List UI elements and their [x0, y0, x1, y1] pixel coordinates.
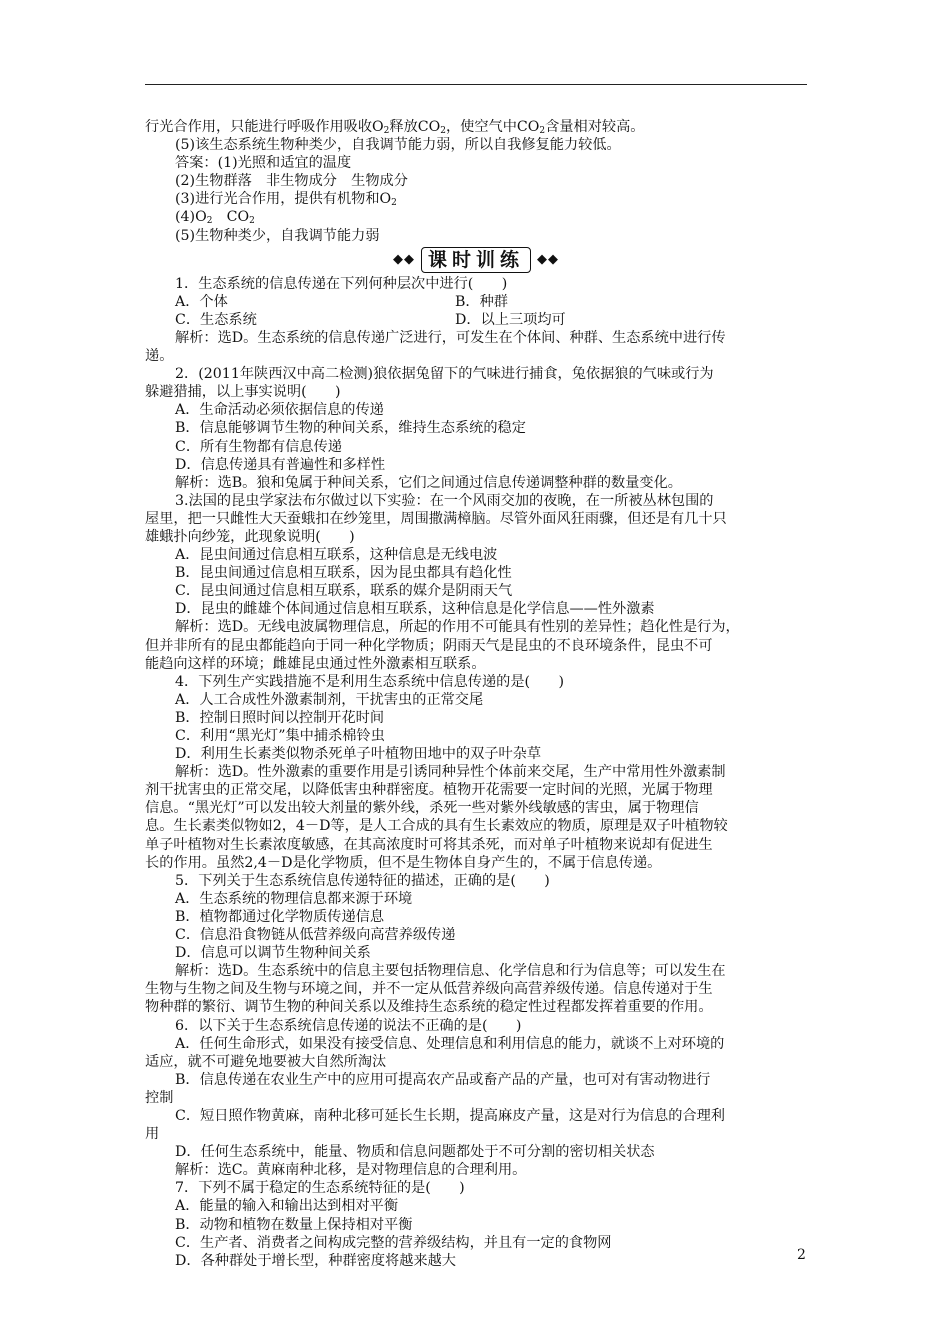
q3-analysis-cont: 能趋向这样的环境；雌雄昆虫通过性外激素相互联系。: [145, 655, 486, 672]
q7-option-a: A．能量的输入和输出达到相对平衡: [175, 1198, 399, 1215]
answer-3: (3)进行光合作用，提供有机物和$O_2$: [175, 191, 397, 209]
prev-line-2: (5)该生态系统生物种类少，自我调节能力弱，所以自我修复能力较低。: [175, 137, 621, 154]
answer-4: $(4)O_2$ $CO_2$: [175, 209, 255, 227]
q4-stem: 4．下列生产实践措施不是利用生态系统中信息传递的是( ): [175, 673, 564, 690]
header-rule: [145, 84, 807, 85]
q4-option-a: A．人工合成性外激素制剂，干扰害虫的正常交尾: [175, 691, 484, 708]
page-number: 2: [797, 1247, 806, 1263]
q3-option-d: D．昆虫的雌雄个体间通过信息相互联系，这种信息是化学信息——性外激素: [175, 601, 655, 618]
q6-option-d: D．任何生态系统中，能量、物质和信息问题都处于不可分割的密切相关状态: [175, 1144, 655, 1161]
q2-stem-cont: 躲避猎捕，以上事实说明( ): [145, 384, 341, 401]
q5-stem: 5．下列关于生态系统信息传递特征的描述，正确的是( ): [175, 872, 550, 889]
q6-option-c-cont: 用: [145, 1126, 160, 1143]
q1-options-ab: [145, 293, 807, 311]
q2-option-a: A．生命活动必须依据信息的传递: [175, 402, 384, 419]
section-title: 课时训练: [421, 247, 531, 273]
q6-option-a-cont: 适应，就不可避免地要被大自然所淘汰: [145, 1053, 387, 1070]
q2-option-c: C．所有生物都有信息传递: [175, 438, 342, 455]
q4-option-d: D．利用生长素类似物杀死单子叶植物田地中的双子叶杂草: [175, 746, 542, 763]
answer-heading: 答案：(1)光照和适宜的温度: [175, 155, 352, 172]
q2-analysis: 解析：选B。狼和兔属于种间关系，它们之间通过信息传递调整种群的数量变化。: [175, 474, 682, 491]
q6-option-b: B．信息传递在农业生产中的应用可提高农产品或畜产品的产量，也可对有害动物进行: [175, 1071, 711, 1088]
q3-option-b: B．昆虫间通过信息相互联系，因为昆虫都具有趋化性: [175, 565, 512, 582]
q5-option-b: B．植物都通过化学物质传递信息: [175, 908, 385, 925]
q1-analysis: 解析：选D。生态系统的信息传递广泛进行，可发生在个体间、种群、生态系统中进行传: [175, 329, 726, 346]
q1-option-b: B．种群: [455, 293, 508, 310]
q4-analysis-cont: 剂干扰害虫的正常交尾，以降低害虫种群密度。植物开花需要一定时间的光照，光属于物理: [145, 782, 713, 799]
q4-analysis-cont: 信息。“黑光灯”可以发出较大剂量的紫外线，杀死一些对紫外线敏感的害虫，属于物理信: [145, 800, 699, 817]
q7-stem: 7．下列不属于稳定的生态系统特征的是( ): [175, 1180, 465, 1197]
q3-stem: 3.法国的昆虫学家法布尔做过以下实验：在一个风雨交加的夜晚，在一所被丛林包围的: [175, 492, 714, 509]
q2-stem: 2．(2011年陕西汉中高二检测)狼依据兔留下的气味进行捕食，兔依据狼的气味或行为: [175, 366, 714, 383]
q3-option-c: C．昆虫间通过信息相互联系，联系的媒介是阴雨天气: [175, 583, 513, 600]
section-banner: [145, 245, 807, 275]
q5-analysis-cont: 生物与生物之间及生物与环境之间，并不一定从低营养级向高营养级传递。信息传递对于生: [145, 981, 713, 998]
prev-line-1: 行光合作用，只能进行呼吸作用吸收$O_2$释放$CO_2$，使空气中$CO_2$含量相对较高。: [145, 119, 645, 136]
q4-analysis-cont: 长的作用。虽然2,4－D是化学物质，但不是生物体自身产生的，不属于信息传递。: [145, 854, 662, 871]
q3-analysis-cont: 但并非所有的昆虫都能趋向于同一种化学物质；阴雨天气是昆虫的不良环境条件，昆虫不可: [145, 637, 713, 654]
q6-stem: 6．以下关于生态系统信息传递的说法不正确的是( ): [175, 1017, 522, 1034]
q6-option-c: C．短日照作物黄麻，南种北移可延长生长期，提高麻皮产量，这是对行为信息的合理利: [175, 1107, 725, 1124]
q1-option-c: C．生态系统: [175, 311, 257, 328]
answer-5: (5)生物种类少，自我调节能力弱: [175, 227, 380, 244]
q4-option-b: B．控制日照时间以控制开花时间: [175, 709, 385, 726]
q1-analysis-cont: 递。: [145, 348, 174, 365]
answer-2: (2)生物群落 非生物成分 生物成分: [175, 173, 408, 190]
q5-option-a: A．生态系统的物理信息都来源于环境: [175, 890, 413, 907]
diamond-ornament-right: ◆◆: [537, 252, 559, 268]
q7-option-b: B．动物和植物在数量上保持相对平衡: [175, 1216, 413, 1233]
diamond-ornament-left: ◆◆: [392, 252, 415, 268]
q1-option-d: D．以上三项均可: [455, 311, 566, 328]
q4-analysis: 解析：选D。性外激素的重要作用是引诱同种异性个体前来交尾，生产中常用性外激素制: [175, 764, 726, 781]
q1-stem: 1．生态系统的信息传递在下列何种层次中进行( ): [175, 275, 508, 292]
q2-option-b: B．信息能够调节生物的种间关系，维持生态系统的稳定: [175, 420, 526, 437]
q7-option-c: C．生产者、消费者之间构成完整的营养级结构，并且有一定的食物网: [175, 1234, 612, 1251]
q3-stem-cont: 屋里，把一只雌性大天蚕蛾扣在纱笼里，周围撒满樟脑。尽管外面风狂雨骤，但还是有几十只: [145, 510, 727, 527]
q5-option-d: D．信息可以调节生物种间关系: [175, 945, 371, 962]
q2-option-d: D．信息传递具有普遍性和多样性: [175, 456, 386, 473]
q3-option-a: A．昆虫间通过信息相互联系，这种信息是无线电波: [175, 547, 498, 564]
q5-option-c: C．信息沿食物链从低营养级向高营养级传递: [175, 927, 456, 944]
q4-analysis-cont: 息。生长素类似物如2，4－D等，是人工合成的具有生长素效应的物质，原理是双子叶植物较: [145, 818, 728, 835]
q6-option-a: A．任何生命形式，如果没有接受信息、处理信息和利用信息的能力，就谈不上对环境的: [175, 1035, 725, 1052]
q5-analysis-cont: 物种群的繁衍、调节生物的种间关系以及维持生态系统的稳定性过程都发挥着重要的作用。: [145, 999, 713, 1016]
q6-option-b-cont: 控制: [145, 1089, 174, 1106]
q1-options-cd: [145, 311, 807, 329]
document-body: [145, 118, 807, 1270]
q5-analysis: 解析：选D。生态系统中的信息主要包括物理信息、化学信息和行为信息等；可以发生在: [175, 963, 726, 980]
q7-option-d: D．各种群处于增长型，种群密度将越来越大: [175, 1252, 456, 1269]
q4-analysis-cont: 单子叶植物对生长素浓度敏感，在其高浓度时可将其杀死，而对单子叶植物来说却有促进生: [145, 836, 713, 853]
q3-stem-cont: 雄蛾扑向纱笼，此现象说明( ): [145, 528, 355, 545]
q6-analysis: 解析：选C。黄麻南种北移，是对物理信息的合理利用。: [175, 1162, 527, 1179]
q3-analysis: 解析：选D。无线电波属物理信息，所起的作用不可能具有性别的差异性；趋化性是行为，: [175, 619, 740, 636]
q4-option-c: C．利用“黑光灯”集中捕杀棉铃虫: [175, 728, 385, 744]
q1-option-a: A．个体: [175, 293, 228, 310]
